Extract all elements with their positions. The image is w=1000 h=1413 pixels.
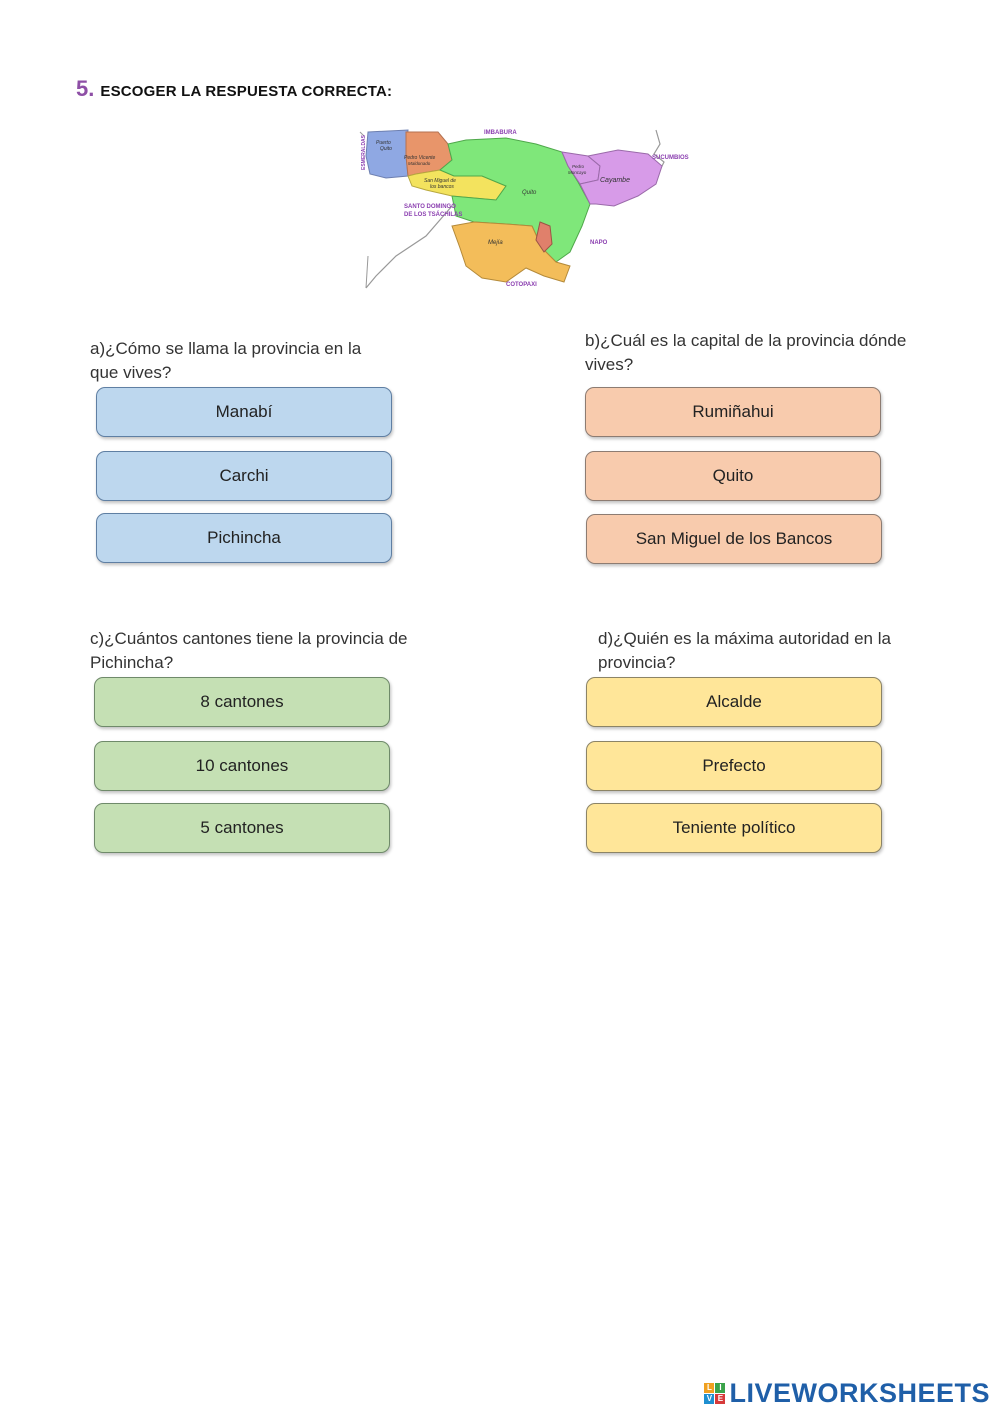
brand-name: LIVEWORKSHEETS (729, 1378, 990, 1408)
question-a: a)¿Cómo se llama la provincia en la que vives? (90, 339, 362, 382)
option-a-1[interactable]: Manabí (96, 387, 392, 437)
label-imbabura: IMBABURA (484, 130, 517, 136)
label-cotopaxi: COTOPAXI (506, 282, 537, 288)
option-c-3[interactable]: 5 cantones (94, 803, 390, 853)
label-san-miguel-1: San Miguel de (424, 178, 456, 184)
label-puerto-quito-2: Quito (380, 146, 392, 152)
option-c-2[interactable]: 10 cantones (94, 741, 390, 791)
label-pedro-moncayo-2: Moncayo (568, 170, 587, 175)
option-d-2[interactable]: Prefecto (586, 741, 882, 791)
label-santo-domingo-2: DE LOS TSÁCHILAS (404, 212, 463, 218)
option-a-2[interactable]: Carchi (96, 451, 392, 501)
label-napo: NAPO (590, 240, 608, 246)
label-puerto-quito-1: Puerto (376, 140, 391, 146)
option-b-1[interactable]: Rumiñahui (585, 387, 881, 437)
exercise-instruction: ESCOGER LA RESPUESTA CORRECTA: (100, 83, 393, 100)
option-d-3[interactable]: Teniente político (586, 803, 882, 853)
label-esmeraldas: ESMERALDAS (361, 134, 367, 170)
option-a-3[interactable]: Pichincha (96, 513, 392, 563)
region-puerto-quito (366, 130, 408, 178)
label-pedro-vicente-1: Pedro Vicente (404, 155, 436, 161)
label-pedro-vicente-2: Maldonado (408, 161, 431, 166)
label-santo-domingo-1: SANTO DOMINGO (404, 204, 456, 210)
question-b: b)¿Cuál es la capital de la provincia dónde vives? (585, 331, 907, 374)
question-d: d)¿Quién es la máxima autoridad en la provincia? (598, 629, 891, 672)
label-quito: Quito (522, 190, 537, 196)
exercise-heading (76, 76, 392, 102)
option-c-1[interactable]: 8 cantones (94, 677, 390, 727)
label-mejia: Mejía (488, 240, 503, 246)
question-c: c)¿Cuántos cantones tiene la provincia de Pichincha? (90, 629, 408, 672)
liveworksheets-logo (704, 1378, 990, 1409)
label-cayambe: Cayambe (600, 177, 630, 184)
option-b-2[interactable]: Quito (585, 451, 881, 501)
label-pedro-moncayo-1: Pedro (572, 164, 585, 169)
option-d-1[interactable]: Alcalde (586, 677, 882, 727)
option-b-3[interactable]: San Miguel de los Bancos (586, 514, 882, 564)
label-sucumbios: SUCUMBIOS (652, 155, 689, 161)
live-badge-icon: L I V E (704, 1383, 725, 1404)
pichincha-map (356, 126, 696, 292)
exercise-number: 5. (76, 76, 95, 101)
label-san-miguel-2: los bancos (430, 184, 454, 190)
